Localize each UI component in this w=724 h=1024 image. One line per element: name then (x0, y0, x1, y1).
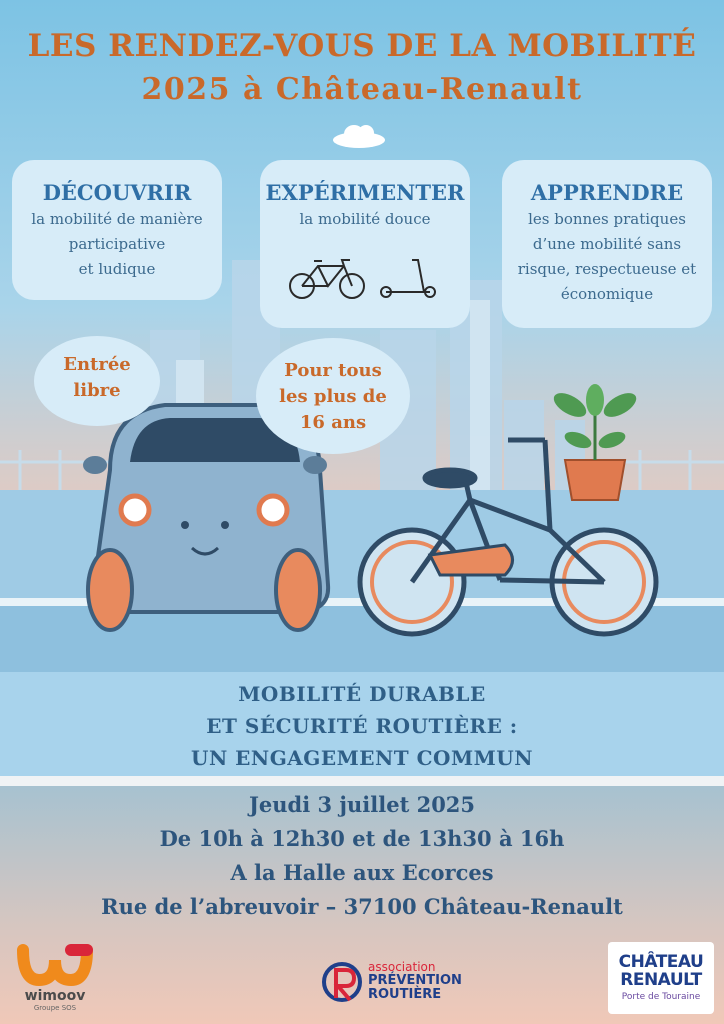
cr-line2: RENAULT (620, 970, 702, 990)
bubble-audience: Pour tous les plus de 16 ans (256, 338, 410, 454)
ap-line1: association (368, 960, 436, 974)
band-line: UN ENGAGEMENT COMMUN (191, 746, 533, 770)
box-heading: EXPÉRIMENTER (265, 180, 465, 205)
event-address: Rue de l’abreuvoir – 37100 Château-Renault (101, 894, 623, 919)
event-venue: A la Halle aux Ecorces (230, 860, 494, 885)
poster-title: LES RENDEZ-VOUS DE LA MOBILITÉ (27, 28, 697, 64)
event-hours: De 10h à 12h30 et de 13h30 à 16h (159, 826, 565, 851)
bicycle-icon (288, 256, 368, 302)
box-experimenter (260, 160, 470, 328)
ap-line2: PRÉVENTION (368, 973, 462, 988)
box-heading: APPRENDRE (530, 180, 684, 205)
scooter-icon (378, 256, 438, 302)
box-text: la mobilité de manière participative et ludique (31, 210, 203, 278)
bubble-entree-libre: Entrée libre (34, 336, 160, 426)
box-decouvrir (12, 160, 222, 300)
event-date: Jeudi 3 juillet 2025 (248, 792, 476, 817)
prevention-routiere-logo (320, 958, 480, 1010)
cr-line3: Porte de Touraine (621, 992, 701, 1002)
box-text: les bonnes pratiques d’une mobilité sans risque, respectueuse et économique (517, 210, 697, 303)
band-line: MOBILITÉ DURABLE (238, 682, 486, 706)
wimoov-sub: Groupe SOS (33, 1004, 77, 1012)
wimoov-logo (12, 940, 98, 1020)
poster-subtitle: 2025 à Château-Renault (141, 72, 583, 107)
cloud-icon (332, 124, 386, 148)
engagement-band (0, 672, 724, 776)
cr-line1: CHÂTEAU (618, 952, 704, 972)
band-line: ET SÉCURITÉ ROUTIÈRE : (206, 714, 518, 738)
wimoov-name: wimoov (24, 988, 86, 1004)
wimoov-mark-icon (15, 940, 95, 988)
box-text: la mobilité douce (299, 210, 431, 228)
ap-line3: ROUTIÈRE (368, 987, 442, 1002)
divider (0, 776, 724, 786)
box-heading: DÉCOUVRIR (42, 180, 192, 205)
chateau-renault-logo (608, 942, 714, 1014)
box-apprendre (502, 160, 712, 328)
prevention-routiere-mark-icon (320, 960, 364, 1006)
